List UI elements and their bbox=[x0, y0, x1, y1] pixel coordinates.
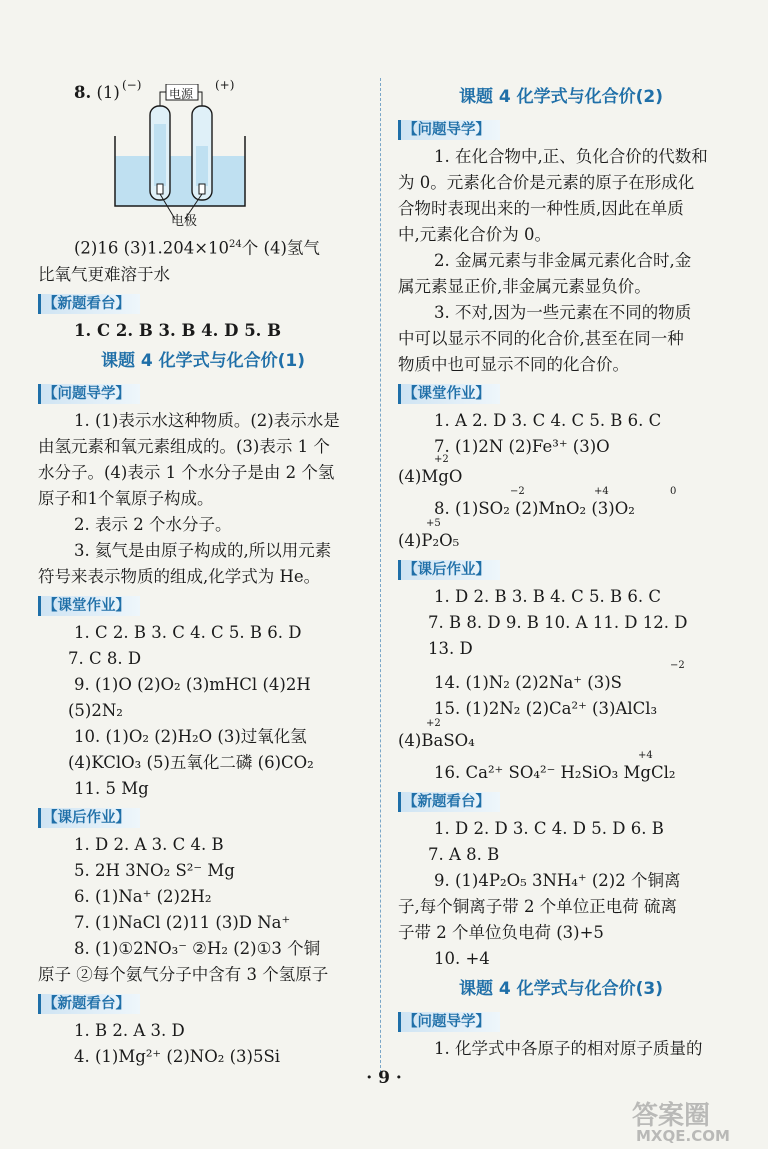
guide-1a: 1. (1)表示水这种物质。(2)表示水是 bbox=[74, 410, 340, 430]
r-after-14: −2 14. (1)N₂ (2)2Na⁺ (3)S bbox=[434, 660, 685, 692]
after-5: 5. 2H 3NO₂ S²⁻ Mg bbox=[74, 860, 235, 880]
heading-topic4-1: 课题 4 化学式与化合价(1) bbox=[100, 350, 306, 371]
class-10a: 10. (1)O₂ (2)H₂O (3)过氧化氢 bbox=[74, 726, 307, 746]
after-1: 1. D 2. A 3. C 4. B bbox=[74, 834, 224, 854]
r-new-10: 10. +4 bbox=[434, 949, 490, 968]
tag-guide-3: 【问题导学】 bbox=[398, 1012, 500, 1032]
tag-after-1: 【课后作业】 bbox=[38, 808, 140, 828]
svg-text:答案圈: 答案圈 bbox=[632, 1101, 711, 1131]
r-new-9c: 子带 2 个单位负电荷 (3)+5 bbox=[398, 923, 604, 942]
diagram-electrode-label: 电极 bbox=[171, 214, 198, 229]
r-new-7: 7. A 8. B bbox=[428, 845, 500, 864]
r-guide-2b: 属元素显正价,非金属元素显负价。 bbox=[398, 277, 651, 296]
guide-3a: 3. 氦气是由原子构成的,所以用元素 bbox=[74, 540, 332, 560]
new2-4: 4. (1)Mg²⁺ (2)NO₂ (3)5Si bbox=[74, 1046, 281, 1066]
q8-line2: (2)16 $(3)1.204\times 10^{24}$个 (4)氢气 bbox=[74, 238, 320, 258]
r-class-7: 7. (1)2N (2)Fe³⁺ (3)O bbox=[434, 437, 610, 456]
left-column bbox=[38, 80, 368, 1070]
diagram-power-label: 电源 bbox=[169, 87, 194, 101]
r-after-15: 15. (1)2N₂ (2)Ca²⁺ (3)AlCl₃ bbox=[434, 699, 658, 718]
guide-2: 2. 表示 2 个水分子。 bbox=[74, 514, 232, 534]
class-1: 1. C 2. B 3. C 4. C 5. B 6. D bbox=[74, 622, 302, 642]
guide-3b: 符号来表示物质的组成,化学式为 He。 bbox=[38, 566, 321, 586]
r-class-7b: +2 (4)MgO bbox=[398, 454, 463, 486]
r-after-7: 7. B 8. D 9. B 10. A 11. D 12. D bbox=[428, 613, 688, 632]
r-guide-3c: 物质中也可显示不同的化合价。 bbox=[398, 355, 629, 374]
column-divider bbox=[380, 78, 381, 1078]
after-8b: 原子 ②每个氨气分子中含有 3 个氢原子 bbox=[38, 964, 329, 984]
r-guide-3b: 中可以显示不同的化合价,甚至在同一种 bbox=[398, 329, 684, 348]
diagram-pos-label: (+) bbox=[215, 78, 235, 92]
heading-topic4-2: 课题 4 化学式与化合价(2) bbox=[458, 87, 664, 107]
page-number: · 9 · bbox=[366, 1068, 402, 1088]
guide-1b: 由氢元素和氧元素组成的。(3)表示 1 个 bbox=[38, 436, 330, 456]
r-guide-last: 1. 化学式中各原子的相对原子质量的 bbox=[434, 1039, 703, 1058]
q8-line3: 比氧气更难溶于水 bbox=[38, 264, 170, 284]
r-guide-1d: 中,元素化合价为 0。 bbox=[398, 225, 551, 244]
r-after-13: 13. D bbox=[428, 639, 473, 658]
r-class-8b: +5 (4)P₂O₅ bbox=[398, 518, 460, 550]
tag-guide-1: 【问题导学】 bbox=[38, 384, 140, 404]
answer-circle-logo-icon bbox=[628, 1094, 758, 1144]
after-6: 6. (1)Na⁺ (2)2H₂ bbox=[74, 886, 212, 906]
r-class-1: 1. A 2. D 3. C 4. C 5. B 6. C bbox=[434, 411, 662, 430]
tag-new-2: 【新题看台】 bbox=[38, 994, 140, 1014]
class-11: 11. 5 Mg bbox=[74, 778, 149, 798]
r-after-16: +4 16. Ca²⁺ SO₄²⁻ H₂SiO₃ MgCl₂ bbox=[434, 750, 676, 782]
r-class-8: −2 +4 0 8. (1)SO₂ (2)MnO₂ (3)O₂ bbox=[434, 486, 677, 518]
r-guide-3a: 3. 不对,因为一些元素在不同的物质 bbox=[434, 303, 692, 322]
r-new-9b: 子,每个铜离子带 2 个单位正电荷 硫离 bbox=[398, 897, 677, 916]
watermark-logo bbox=[628, 1094, 758, 1144]
new2-1: 1. B 2. A 3. D bbox=[74, 1020, 185, 1040]
r-guide-1c: 合物时表现出来的一种性质,因此在单质 bbox=[398, 199, 684, 218]
guide-1c: 水分子。(4)表示 1 个水分子是由 2 个氢 bbox=[38, 462, 335, 482]
class-7: 7. C 8. D bbox=[68, 648, 142, 668]
r-guide-1b: 为 0。元素化合价是元素的原子在形成化 bbox=[398, 173, 695, 192]
new1-answers: 1. C 2. B 3. B 4. D 5. B bbox=[74, 320, 282, 340]
right-column bbox=[398, 80, 724, 1062]
r-guide-2a: 2. 金属元素与非金属元素化合时,金 bbox=[434, 251, 692, 270]
r-new-9a: 9. (1)4P₂O₅ 3NH₄⁺ (2)2 个铜离 bbox=[434, 871, 681, 890]
svg-text:MXQE.COM: MXQE.COM bbox=[636, 1127, 730, 1144]
r-new-1: 1. D 2. D 3. C 4. D 5. D 6. B bbox=[434, 819, 664, 838]
diagram-neg-label: (−) bbox=[122, 78, 142, 92]
r-guide-1a: 1. 在化合物中,正、负化合价的代数和 bbox=[434, 147, 708, 166]
r-after-15b: +2 (4)BaSO₄ bbox=[398, 718, 475, 750]
tag-guide-2: 【问题导学】 bbox=[398, 120, 500, 140]
class-9a: 9. (1)O (2)O₂ (3)mHCl (4)2H bbox=[74, 674, 311, 694]
guide-1d: 原子和1个氧原子构成。 bbox=[38, 488, 214, 508]
r-after-1: 1. D 2. B 3. B 4. C 5. B 6. C bbox=[434, 587, 662, 606]
tag-class-2: 【课堂作业】 bbox=[398, 384, 500, 404]
tag-after-2: 【课后作业】 bbox=[398, 560, 500, 580]
diagram-space bbox=[38, 106, 368, 232]
after-7: 7. (1)NaCl (2)11 (3)D Na⁺ bbox=[74, 912, 291, 932]
tag-class-1: 【课堂作业】 bbox=[38, 596, 140, 616]
q8-number: 8. (1) bbox=[74, 83, 120, 102]
class-10b: (4)KClO₃ (5)五氧化二磷 (6)CO₂ bbox=[68, 752, 314, 772]
class-9b: (5)2N₂ bbox=[68, 700, 123, 720]
tag-new-3: 【新题看台】 bbox=[398, 792, 500, 812]
tag-new-1: 【新题看台】 bbox=[38, 294, 140, 314]
heading-topic4-3: 课题 4 化学式与化合价(3) bbox=[458, 979, 664, 999]
after-8a: 8. (1)①2NO₃⁻ ②H₂ (2)①3 个铜 bbox=[74, 938, 321, 958]
